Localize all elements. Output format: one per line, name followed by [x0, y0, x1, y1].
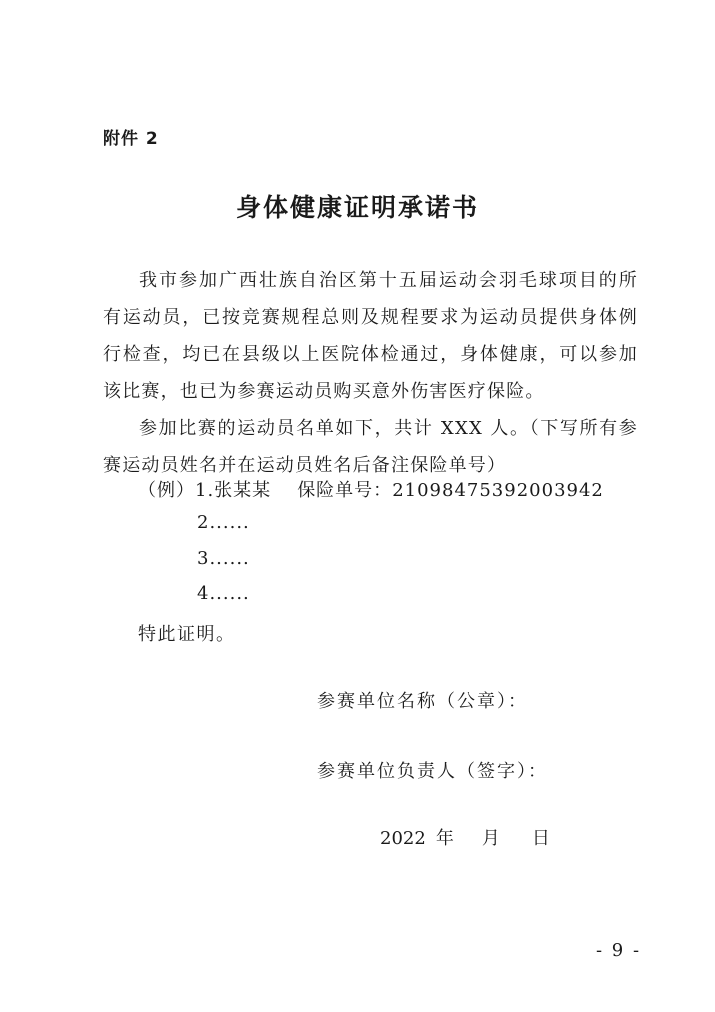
list-item-3: 3......	[197, 548, 250, 569]
document-body	[103, 262, 638, 484]
date-year: 2022	[380, 828, 426, 849]
date-line	[380, 824, 550, 850]
example-entry	[138, 476, 604, 502]
paragraph-athlete-list: 参加比赛的运动员名单如下，共计 XXX 人。（下写所有参赛运动员姓名并在运动员姓名后备注保险单号）	[103, 418, 638, 476]
certify-text: 特此证明。	[138, 624, 236, 645]
insurance-number: 21098475392003942	[392, 480, 604, 501]
example-prefix: （例）1.张某某	[138, 480, 272, 501]
responsible-signature: 参赛单位负责人（签字）：	[317, 761, 548, 782]
list-item-4: 4......	[197, 583, 250, 604]
attachment-label: 附件 2	[103, 129, 159, 149]
date-month-label: 月	[481, 828, 500, 849]
unit-name-signature: 参赛单位名称（公章）：	[317, 691, 528, 712]
document-title: 身体健康证明承诺书	[235, 193, 479, 222]
insurance-label: 保险单号：	[297, 480, 393, 501]
paragraph-statement: 我市参加广西壮族自治区第十五届运动会羽毛球项目的所有运动员，已按竞赛规程总则及规程要求为运动员提供身体例行检查，均已在县级以上医院体检通过，身体健康，可以参加该比赛，也已为参赛运动员购买意外伤害医疗保险。	[103, 270, 638, 402]
page-number: - 9 -	[596, 940, 642, 961]
date-day-label: 日	[531, 828, 550, 849]
list-item-2: 2......	[197, 512, 250, 533]
date-year-label: 年	[435, 828, 454, 849]
